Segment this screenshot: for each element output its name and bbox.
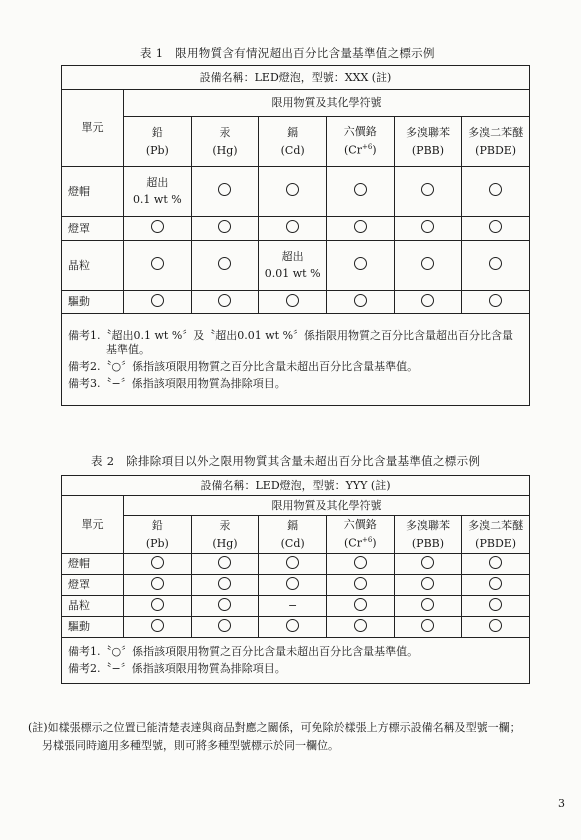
table-row bbox=[62, 241, 530, 291]
substance-column-header: 鉛 (Pb) bbox=[124, 117, 192, 167]
circle-mark-icon bbox=[462, 217, 530, 241]
circle-mark-icon bbox=[191, 575, 259, 596]
substance-column-header: 鎘 (Cd) bbox=[259, 516, 327, 554]
device-name-line: 設備名稱：LED燈泡，型號：YYY (註) bbox=[62, 476, 530, 496]
note-line: 備考1.〝超出0.1 wt %〞及〝超出0.01 wt %〞係指限用物質之百分比含量超出百分比含量 bbox=[68, 328, 514, 342]
table-row bbox=[62, 575, 530, 596]
unit-label: 驅動 bbox=[62, 291, 124, 314]
note-line: 備考2.〝−〞係指該項限用物質為排除項目。 bbox=[68, 661, 286, 675]
substance-column-header: 多溴二苯醚 (PBDE) bbox=[462, 117, 530, 167]
circle-mark-icon bbox=[191, 291, 259, 314]
circle-mark-icon bbox=[394, 596, 462, 617]
circle-mark-icon bbox=[326, 291, 394, 314]
table1 bbox=[61, 65, 530, 406]
notes bbox=[62, 314, 530, 406]
table-row bbox=[62, 217, 530, 241]
device-name-line: 設備名稱：LED燈泡，型號：XXX (註) bbox=[62, 66, 530, 90]
unit-label: 驅動 bbox=[62, 617, 124, 638]
substance-column-header: 六價鉻 $(Cr^{+6})$ bbox=[326, 516, 394, 554]
circle-mark-icon bbox=[394, 575, 462, 596]
substance-column-header: 六價鉻 $(Cr^{+6})$ bbox=[326, 117, 394, 167]
substance-column-header: 鎘 (Cd) bbox=[259, 117, 327, 167]
circle-mark-icon bbox=[191, 554, 259, 575]
circle-mark-icon bbox=[124, 291, 192, 314]
circle-mark-icon bbox=[394, 554, 462, 575]
circle-mark-icon bbox=[326, 167, 394, 217]
exceeds-mark: 超出 0.01 wt % bbox=[259, 241, 327, 291]
unit-label: 燈罩 bbox=[62, 575, 124, 596]
unit-label: 燈帽 bbox=[62, 167, 124, 217]
note-line: 備考2.〝○〞係指該項限用物質之百分比含量未超出百分比含量基準值。 bbox=[68, 360, 419, 373]
circle-mark-icon bbox=[326, 241, 394, 291]
circle-mark-icon bbox=[259, 617, 327, 638]
circle-mark-icon bbox=[462, 554, 530, 575]
circle-mark-icon bbox=[191, 241, 259, 291]
circle-mark-icon bbox=[462, 596, 530, 617]
circle-mark-icon bbox=[124, 241, 192, 291]
circle-mark-icon bbox=[259, 554, 327, 575]
substance-column-header: 汞 (Hg) bbox=[191, 516, 259, 554]
circle-mark-icon bbox=[462, 617, 530, 638]
substance-column-header: 多溴二苯醚 (PBDE) bbox=[462, 516, 530, 554]
footnote-line: 另樣張同時適用多種型號，則可將多種型號標示於同一欄位。 bbox=[42, 738, 339, 752]
circle-mark-icon bbox=[326, 217, 394, 241]
unit-label: 晶粒 bbox=[62, 596, 124, 617]
dash-mark: − bbox=[259, 596, 327, 617]
circle-mark-icon bbox=[124, 217, 192, 241]
substance-column-header: 多溴聯苯 (PBB) bbox=[394, 117, 462, 167]
circle-mark-icon bbox=[326, 617, 394, 638]
unit-label: 晶粒 bbox=[62, 241, 124, 291]
circle-mark-icon bbox=[191, 617, 259, 638]
circle-mark-icon bbox=[394, 291, 462, 314]
note-line: 備考1.〝○〞係指該項限用物質之百分比含量未超出百分比含量基準值。 bbox=[68, 645, 419, 658]
unit-label: 燈帽 bbox=[62, 554, 124, 575]
circle-mark-icon bbox=[191, 596, 259, 617]
circle-mark-icon bbox=[259, 167, 327, 217]
circle-mark-icon bbox=[259, 291, 327, 314]
circle-mark-icon bbox=[326, 554, 394, 575]
circle-mark-icon bbox=[124, 554, 192, 575]
table-row bbox=[62, 291, 530, 314]
footnote bbox=[28, 719, 568, 754]
table-row bbox=[62, 554, 530, 575]
table1-caption: 表 1 限用物質含有情況超出百分比含量基準值之標示例 bbox=[140, 46, 435, 60]
table-row bbox=[62, 596, 530, 617]
table2-caption: 表 2 除排除項目以外之限用物質其含量未超出百分比含量基準值之標示例 bbox=[91, 454, 481, 468]
substance-column-header: 多溴聯苯 (PBB) bbox=[394, 516, 462, 554]
circle-mark-icon bbox=[124, 617, 192, 638]
table-row bbox=[62, 167, 530, 217]
circle-mark-icon bbox=[394, 241, 462, 291]
table-row bbox=[62, 617, 530, 638]
circle-mark-icon bbox=[462, 167, 530, 217]
circle-mark-icon bbox=[394, 617, 462, 638]
page-number: 3 bbox=[558, 797, 565, 810]
circle-mark-icon bbox=[259, 217, 327, 241]
exceeds-mark: 超出 0.1 wt % bbox=[124, 167, 192, 217]
circle-mark-icon bbox=[326, 596, 394, 617]
note-line: 備考3.〝−〞係指該項限用物質為排除項目。 bbox=[68, 376, 286, 390]
circle-mark-icon bbox=[124, 575, 192, 596]
unit-label: 燈罩 bbox=[62, 217, 124, 241]
substance-column-header: 鉛 (Pb) bbox=[124, 516, 192, 554]
note-line: 基準值。 bbox=[106, 343, 150, 357]
table2 bbox=[61, 475, 530, 684]
circle-mark-icon bbox=[191, 217, 259, 241]
circle-mark-icon bbox=[124, 596, 192, 617]
unit-header: 單元 bbox=[62, 90, 124, 167]
notes bbox=[62, 638, 530, 684]
circle-mark-icon bbox=[394, 217, 462, 241]
circle-mark-icon bbox=[394, 167, 462, 217]
circle-mark-icon bbox=[462, 291, 530, 314]
substance-column-header: 汞 (Hg) bbox=[191, 117, 259, 167]
substance-group-header: 限用物質及其化學符號 bbox=[124, 496, 530, 516]
circle-mark-icon bbox=[462, 241, 530, 291]
circle-mark-icon bbox=[191, 167, 259, 217]
circle-mark-icon bbox=[462, 575, 530, 596]
substance-group-header: 限用物質及其化學符號 bbox=[124, 90, 530, 117]
circle-mark-icon bbox=[259, 575, 327, 596]
unit-header: 單元 bbox=[62, 496, 124, 554]
circle-mark-icon bbox=[326, 575, 394, 596]
footnote-line: (註)如樣張標示之位置已能清楚表達與商品對應之關係，可免除於樣張上方標示設備名稱及型號一欄； bbox=[28, 721, 521, 734]
